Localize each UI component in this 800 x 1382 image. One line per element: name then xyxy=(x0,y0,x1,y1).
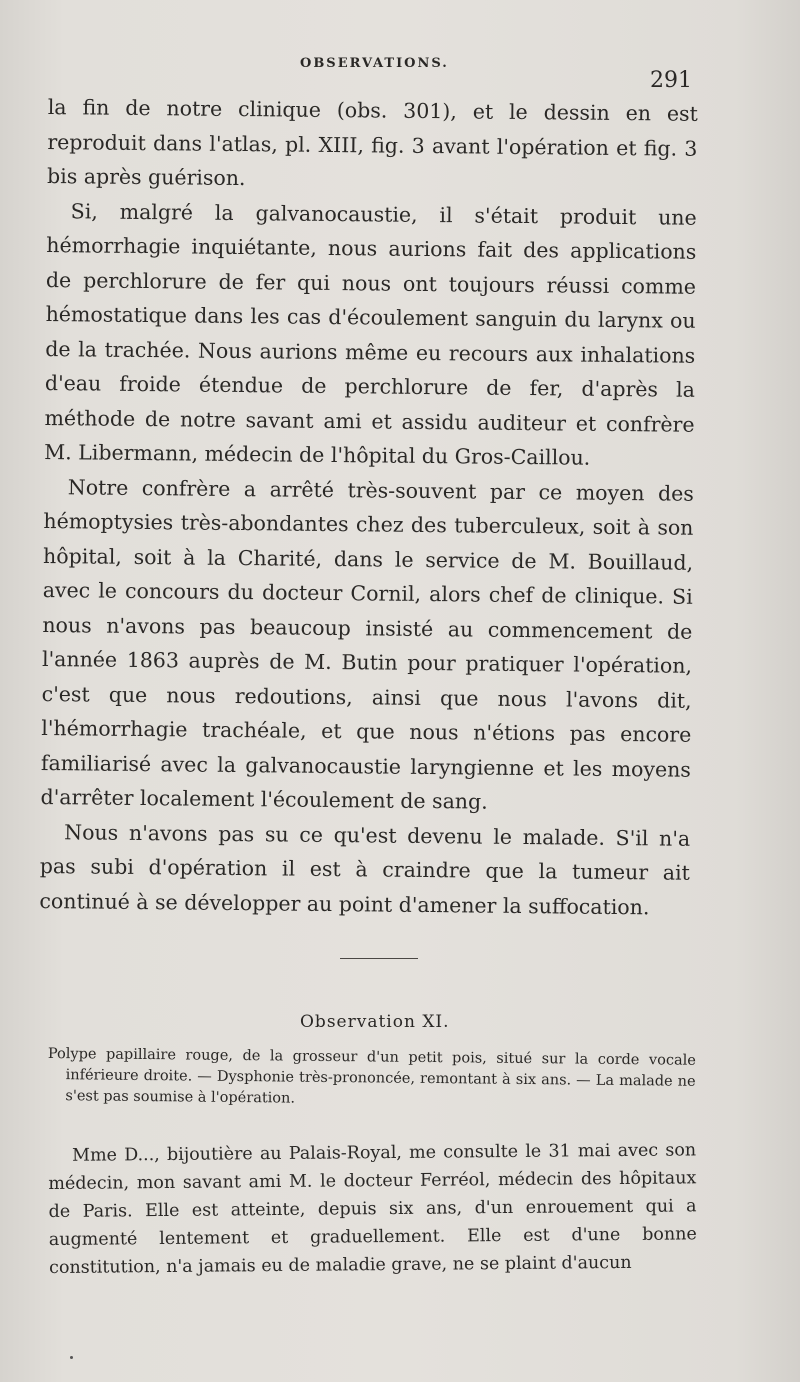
page-number: 291 xyxy=(650,68,692,93)
observation-heading: Observation XI. xyxy=(300,1012,450,1032)
paragraph-3: Notre confrère a arrêté très-souvent par ce moyen des hémoptysies très-abondantes chez des tuberculeux, soit à son hôpital, soit à la Charité, dans le service de M. Bouillaud, avec le concours du docteur Cornil, alors chef de clinique. Si nous n'avons pas beaucoup insisté au commencement de l'année 1863 auprès de M. Butin pour pratiquer l'opération, c'est que nous redoutions, ainsi que nous l'avons dit, l'hémorrhagie trachéale, et que nous n'étions pas encore familiarisé avec la galvanocaustie laryngienne et les moyens d'arrêter localement l'écoulement de sang. xyxy=(40,474,694,814)
summary-text: Polype papillaire rouge, de la grosseur d'un petit pois, situé sur la corde vocale inférieure droite. — Dysphonie très-prononcée, remontant à six ans. — La malade ne s'est pas soumise à l'opération. xyxy=(47,1045,696,1107)
running-title: OBSERVATIONS. xyxy=(300,56,449,71)
paragraph-2: Si, malgré la galvanocaustie, il s'était produit une hémorrhagie inquiétante, nous aurions fait des applications de perchlorure de fer qui nous ont toujours réussi comme hémostatique dans les cas d'écoulement sanguin du larynx ou de la trachée. Nous aurions même eu recours aux inhalations d'eau froide étendue de perchlorure de fer, d'après la méthode de notre savant ami et assidu auditeur et confrère M. Libermann, médecin de l'hôpital du Gros-Caillou. xyxy=(44,198,697,470)
section-divider xyxy=(340,958,418,959)
paragraph-1: la fin de notre clinique (obs. 301), et le dessin en est reproduit dans l'atlas, pl. XIII, fig. 3 avant l'opération et fig. 3 bis après guérison. xyxy=(46,94,698,191)
observation-body xyxy=(48,1136,697,1282)
observation-paragraph: Mme D..., bijoutière au Palais-Royal, me consulte le 31 mai avec son médecin, mon savant ami M. le docteur Ferréol, médecin des hôpitaux de Paris. Elle est atteinte, depuis six ans, d'un enrouement qui a augmenté lentement et graduellement. Elle est d'une bonne constitution, n'a jamais eu de maladie grave, ne se plaint d'aucun xyxy=(48,1140,697,1278)
paragraph-4: Nous n'avons pas su ce qu'est devenu le malade. S'il n'a pas subi d'opération il est à craindre que la tumeur ait continué à se développer au point d'amener la suffocation. xyxy=(39,819,691,919)
main-text xyxy=(39,90,698,925)
observation-summary xyxy=(47,1044,696,1114)
paper-speck xyxy=(70,1356,73,1359)
